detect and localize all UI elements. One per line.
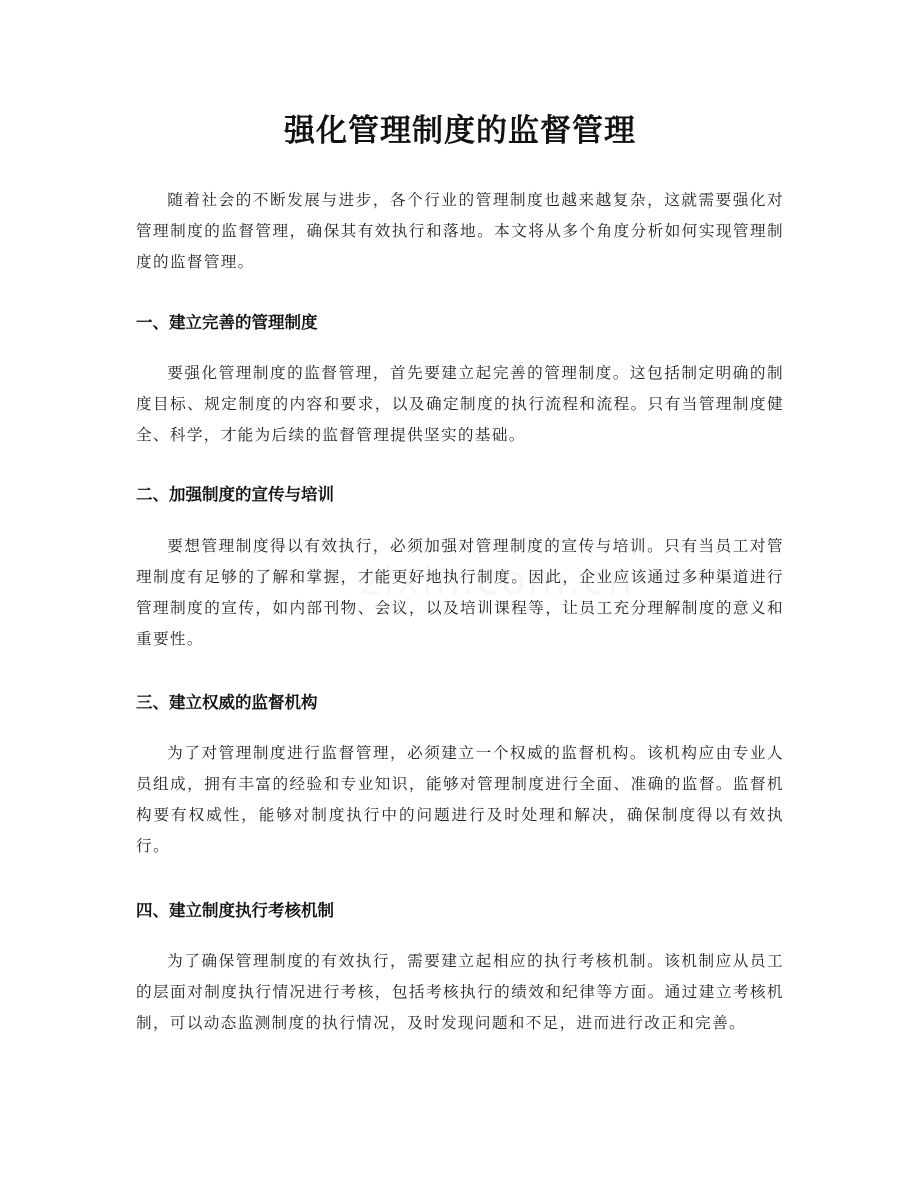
intro-paragraph: 随着社会的不断发展与进步，各个行业的管理制度也越来越复杂，这就需要强化对管理制度的监督管理，确保其有效执行和落地。本文将从多个角度分析如何实现管理制度的监督管理。 — [136, 191, 784, 271]
section-2-heading: 二、加强制度的宣传与培训 — [136, 485, 334, 504]
section-3-body: 为了对管理制度进行监督管理，必须建立一个权威的监督机构。该机构应由专业人员组成，拥有丰富的经验和专业知识，能够对管理制度进行全面、准确的监督。监督机构要有权威性，能够对制度执行中的问题进行及时处理和解决，确保制度得以有效执行。 — [136, 744, 784, 855]
section-2-body: 要想管理制度得以有效执行，必须加强对管理制度的宣传与培训。只有当员工对管理制度有足够的了解和掌握，才能更好地执行制度。因此，企业应该通过多种渠道进行管理制度的宣传，如内部刊物、会议，以及培训课程等，让员工充分理解制度的意义和重要性。 — [136, 537, 784, 648]
section-4-heading: 四、建立制度执行考核机制 — [136, 901, 334, 920]
document-title: 强化管理制度的监督管理 — [284, 113, 636, 149]
section-1-heading: 一、建立完善的管理制度 — [136, 313, 318, 332]
section-3-heading: 三、建立权威的监督机构 — [136, 693, 318, 712]
section-4-body: 为了确保管理制度的有效执行，需要建立起相应的执行考核机制。该机制应从员工的层面对制度执行情况进行考核，包括考核执行的绩效和纪律等方面。通过建立考核机制，可以动态监测制度的执行情况，及时发现问题和不足，进而进行改正和完善。 — [136, 952, 784, 1032]
section-1-body: 要强化管理制度的监督管理，首先要建立起完善的管理制度。这包括制定明确的制度目标、规定制度的内容和要求，以及确定制度的执行流程和流程。只有当管理制度健全、科学，才能为后续的监督管理提供坚实的基础。 — [136, 364, 784, 444]
